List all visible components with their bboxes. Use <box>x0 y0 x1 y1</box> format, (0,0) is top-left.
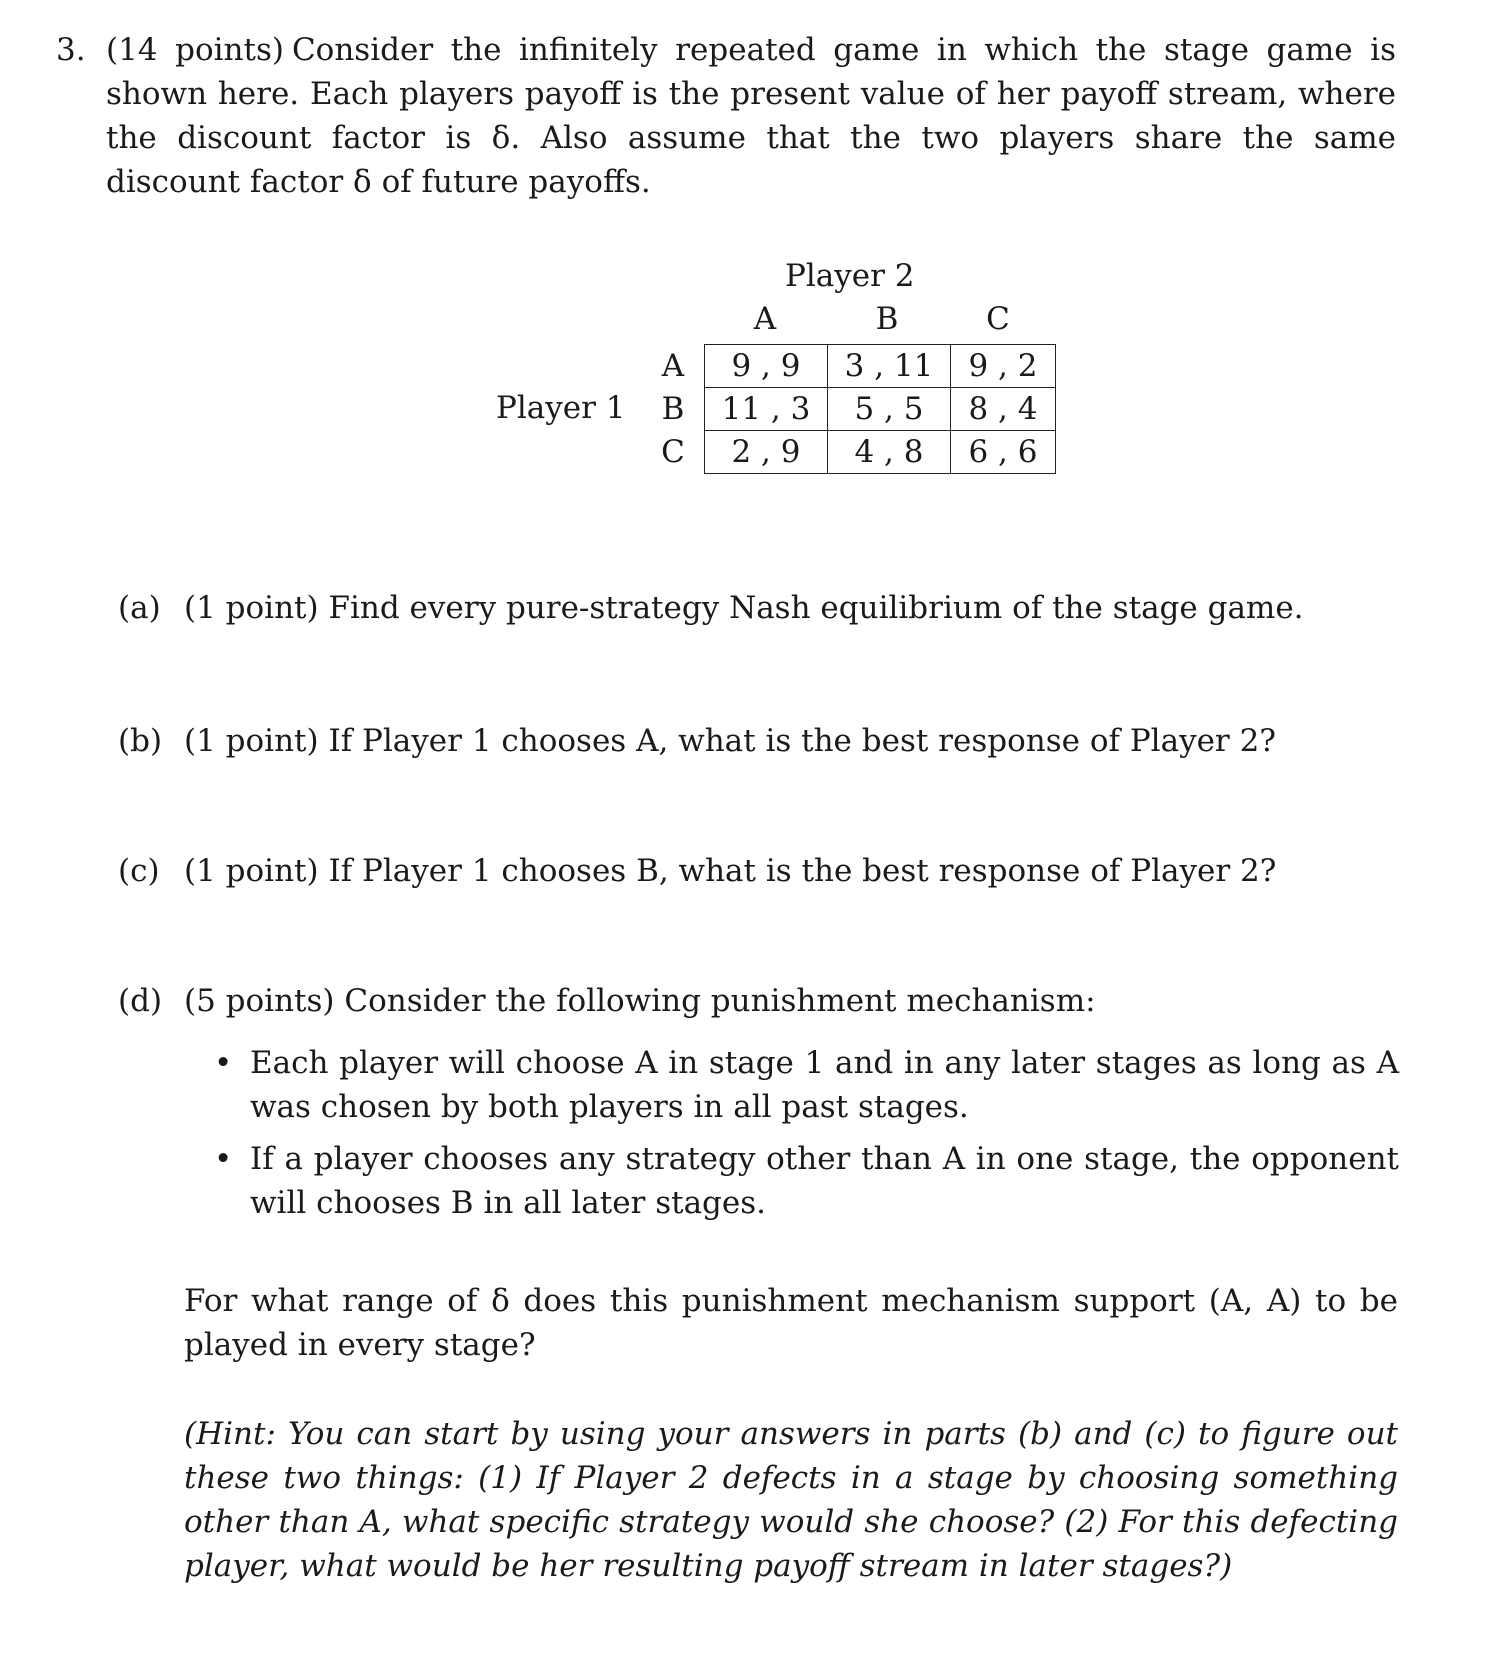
part-d-question: For what range of δ does this punishment mechanism support (A, A) to be played in every stage? <box>184 1283 1398 1363</box>
column-header-c: C <box>986 301 1010 337</box>
part-c <box>118 849 1398 893</box>
part-d-hint: (Hint: You can start by using your answers in parts (b) and (c) to figure out these two things: (1) If Player 2 defects in a stage by choosing something other than A, what specific strategy would she choose? (2) For this defecting player, what would be her resulting payoff stream in later stages?) <box>184 1416 1398 1584</box>
part-b <box>118 719 1398 763</box>
problem-number: 3. <box>56 32 86 68</box>
payoff-matrix <box>704 344 1056 474</box>
part-c-text: (1 point) If Player 1 chooses B, what is the best response of Player 2? <box>184 853 1277 889</box>
bullet-icon: • <box>214 1045 233 1081</box>
row-header-a: A <box>661 348 685 384</box>
part-c-label: (c) <box>118 853 160 889</box>
payoff-row-c <box>705 431 1056 474</box>
payoff-cell: 11 , 3 <box>705 388 828 431</box>
row-header-c: C <box>661 434 685 470</box>
part-a <box>118 586 1398 630</box>
bullet-text-2: If a player chooses any strategy other than A in one stage, the opponent will chooses B in all later stages. <box>250 1141 1399 1221</box>
column-header-a: A <box>753 301 777 337</box>
part-b-text: (1 point) If Player 1 chooses A, what is the best response of Player 2? <box>184 723 1276 759</box>
problem-intro: Consider the infinitely repeated game in which the stage game is shown here. Each players payoff is the present value of her payoff stream, where the discount factor is δ. Also assume that the two players share the same discount factor δ of future payoffs. <box>106 32 1396 200</box>
payoff-cell: 8 , 4 <box>951 388 1056 431</box>
payoff-cell: 9 , 2 <box>951 345 1056 388</box>
part-d-label: (d) <box>118 983 163 1019</box>
payoff-cell: 6 , 6 <box>951 431 1056 474</box>
problem-intro-paragraph <box>106 28 1396 204</box>
column-header-b: B <box>875 301 899 337</box>
part-a-text: (1 point) Find every pure-strategy Nash equilibrium of the stage game. <box>184 590 1304 626</box>
part-b-label: (b) <box>118 723 163 759</box>
payoff-cell: 5 , 5 <box>828 388 951 431</box>
part-d <box>118 979 1398 1023</box>
problem-statement <box>56 28 1396 204</box>
payoff-cell: 2 , 9 <box>705 431 828 474</box>
player1-label: Player 1 <box>496 390 626 426</box>
player2-label: Player 2 <box>785 258 915 294</box>
payoff-row-b <box>705 388 1056 431</box>
part-d-text: (5 points) Consider the following punishment mechanism: <box>184 983 1096 1019</box>
bullet-icon: • <box>214 1141 233 1177</box>
problem-points: (14 points) <box>106 32 284 68</box>
bullet-item-1 <box>214 1041 1399 1129</box>
payoff-cell: 3 , 11 <box>828 345 951 388</box>
payoff-row-a <box>705 345 1056 388</box>
row-header-b: B <box>661 391 685 427</box>
part-a-label: (a) <box>118 590 161 626</box>
bullet-item-2 <box>214 1137 1399 1225</box>
bullet-text-1: Each player will choose A in stage 1 and in any later stages as long as A was chosen by both players in all past stages. <box>250 1045 1399 1125</box>
payoff-cell: 4 , 8 <box>828 431 951 474</box>
payoff-cell: 9 , 9 <box>705 345 828 388</box>
